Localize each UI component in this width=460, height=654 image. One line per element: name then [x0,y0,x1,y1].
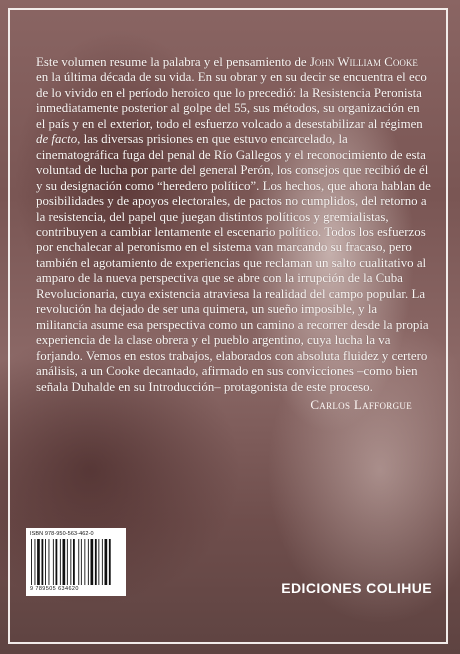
de-facto-italic: de facto [36,132,78,147]
blurb-text [36,55,431,395]
blurb-signature: Carlos Lafforgue [310,397,412,412]
barcode-panel [26,528,126,596]
blurb-part-3: , las diversas prisiones en que estuvo encarcelado, la cinematográfica fuga del penal de Río Gallegos y el reconocimiento de esta voluntad de lucha por parte del general Perón, los consejos que recibió de él y su designación como “heredero político”. Los hechos, que ahora hablan de posibilidades y de apoyos electorales, de pactos no cumplidos, del retorno a la resistencia, del papel que juegan distintos políticos y gremialistas, contribuyen a cambiar lentamente el escenario político. Todos los esfuerzos por enchalecar al peronismo en el sistema van marcando su fracaso, pero también el agotamiento de experiencias que reclaman un salto cualitativo al amparo de la nueva perspectiva que se abre con la irrupción de la Cuba Revolucionaria, cuya existencia atraviesa la realidad del campo popular. La revolución ha dejado de ser una quimera, un sueño imposible, y la militancia asume esa perspectiva como un camino a recorrer desde la propia experiencia de la clase obrera y el pueblo argentino, cuya lucha la va forjando. Vemos en estos trabajos, elaborados con absoluta fluidez y certero análisis, a un Cooke decantado, afirmado en sus convicciones –como bien señala Duhalde en su Introducción– protagonista de este proceso. [36,132,431,394]
publisher-logo-text: EDICIONES COLIHUE [281,580,432,596]
blurb-part-2: en la última década de su vida. En su obrar y en su decir se encuentra el eco de lo vivido en el período heroico que lo precedió: la Resistencia Peronista inmediatamente posterior al golpe del 55, sus métodos, su organización en el país y en el exterior, todo el esfuerzo volcado a desestabilizar al régimen [36,70,427,131]
blurb-part-1: Este volumen resume la palabra y el pensamiento de [36,55,310,69]
author-name: John William Cooke [309,55,418,69]
isbn-label: ISBN 978-950-563-462-0 [30,531,94,537]
barcode-bars [30,539,122,585]
barcode-number: 9 789505 634620 [30,586,79,592]
